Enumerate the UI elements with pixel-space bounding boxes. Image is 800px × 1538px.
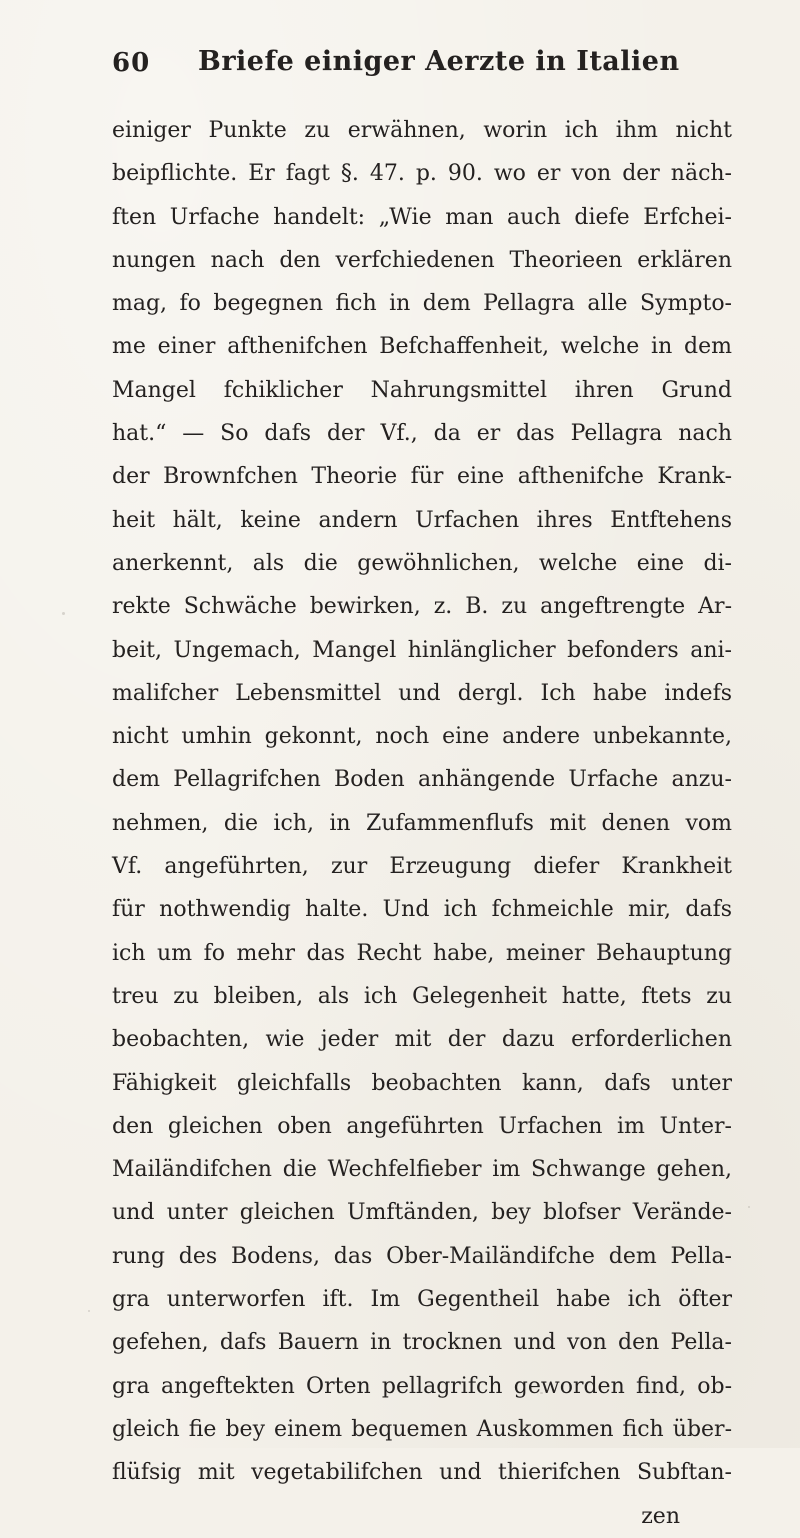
paper-speck [540,1392,543,1394]
text-line: treu zu bleiben, als ich Gelegenheit hatte, ftets zu [112,983,732,1009]
paper-speck [88,1310,90,1312]
text-line: ften Urfache handelt: „Wie man auch diefe Erfchei- [112,204,732,230]
text-line: beobachten, wie jeder mit der dazu erforderlichen [112,1027,732,1053]
text-line: rekte Schwäche bewirken, z. B. zu angeftrengte Ar- [112,594,732,620]
text-line: me einer afthenifchen Befchaffenheit, welche in dem [112,334,732,360]
text-line: beipflichte. Er fagt §. 47. p. 90. wo er von der näch- [112,161,732,187]
body-text [112,109,732,1538]
text-line: Fähigkeit gleichfalls beobachten kann, dafs unter [112,1070,732,1096]
text-line: Vf. angeführten, zur Erzeugung diefer Krankheit [112,854,732,880]
text-line: nicht umhin gekonnt, noch eine andere unbekannte, [112,724,732,750]
paper-speck [748,1206,750,1208]
text-line: heit hält, keine andern Urfachen ihres Entftehens [112,507,732,533]
text-line: nehmen, die ich, in Zufammenflufs mit denen vom [112,810,732,836]
text-line: gefehen, dafs Bauern in trocknen und von den Pella- [112,1330,732,1356]
page-number: 60 [112,48,151,78]
text-line: ich um fo mehr das Recht habe, meiner Behauptung [112,940,732,966]
text-line: gleich fie bey einem bequemen Auskommen fich über- [112,1416,732,1442]
text-line: hat.“ — So dafs der Vf., da er das Pellagra nach [112,421,732,447]
text-line: flüfsig mit vegetabilifchen und thierifchen Subftan- [112,1460,732,1486]
text-line: der Brownfchen Theorie für eine afthenifche Krank- [112,464,732,490]
text-line: beit, Ungemach, Mangel hinlänglicher befonders ani- [112,637,732,663]
text-line: den gleichen oben angeführten Urfachen im Unter- [112,1113,732,1139]
text-line: einiger Punkte zu erwähnen, worin ich ihm nicht [112,118,732,143]
text-line: mag, fo begegnen fich in dem Pellagra alle Sympto- [112,291,732,317]
text-line: anerkennt, als die gewöhnlichen, welche eine di- [112,550,732,576]
text-line: dem Pellagrifchen Boden anhängende Urfache anzu- [112,767,732,793]
text-line: gra angeftekten Orten pellagrifch geworden find, ob- [112,1373,732,1399]
running-head: Briefe einiger Aerzte in Italien [198,46,680,77]
text-line: malifcher Lebensmittel und dergl. Ich habe indefs [112,680,732,706]
text-line: und unter gleichen Umftänden, bey blofser Verände- [112,1200,732,1226]
text-line: gra unterworfen ift. Im Gegentheil habe ich öfter [112,1287,732,1313]
catchword: zen [641,1503,680,1529]
page-header [112,42,722,92]
text-line: Mangel fchiklicher Nahrungsmittel ihren Grund [112,377,732,403]
text-line: für nothwendig halte. Und ich fchmeichle mir, dafs [112,897,732,923]
paper-speck [62,612,65,615]
text-line: Mailändifchen die Wechfelfieber im Schwange gehen, [112,1157,732,1183]
text-line: rung des Bodens, das Ober-Mailändifche dem Pella- [112,1243,732,1269]
text-line: nungen nach den verfchiedenen Theorieen erklären [112,247,732,273]
